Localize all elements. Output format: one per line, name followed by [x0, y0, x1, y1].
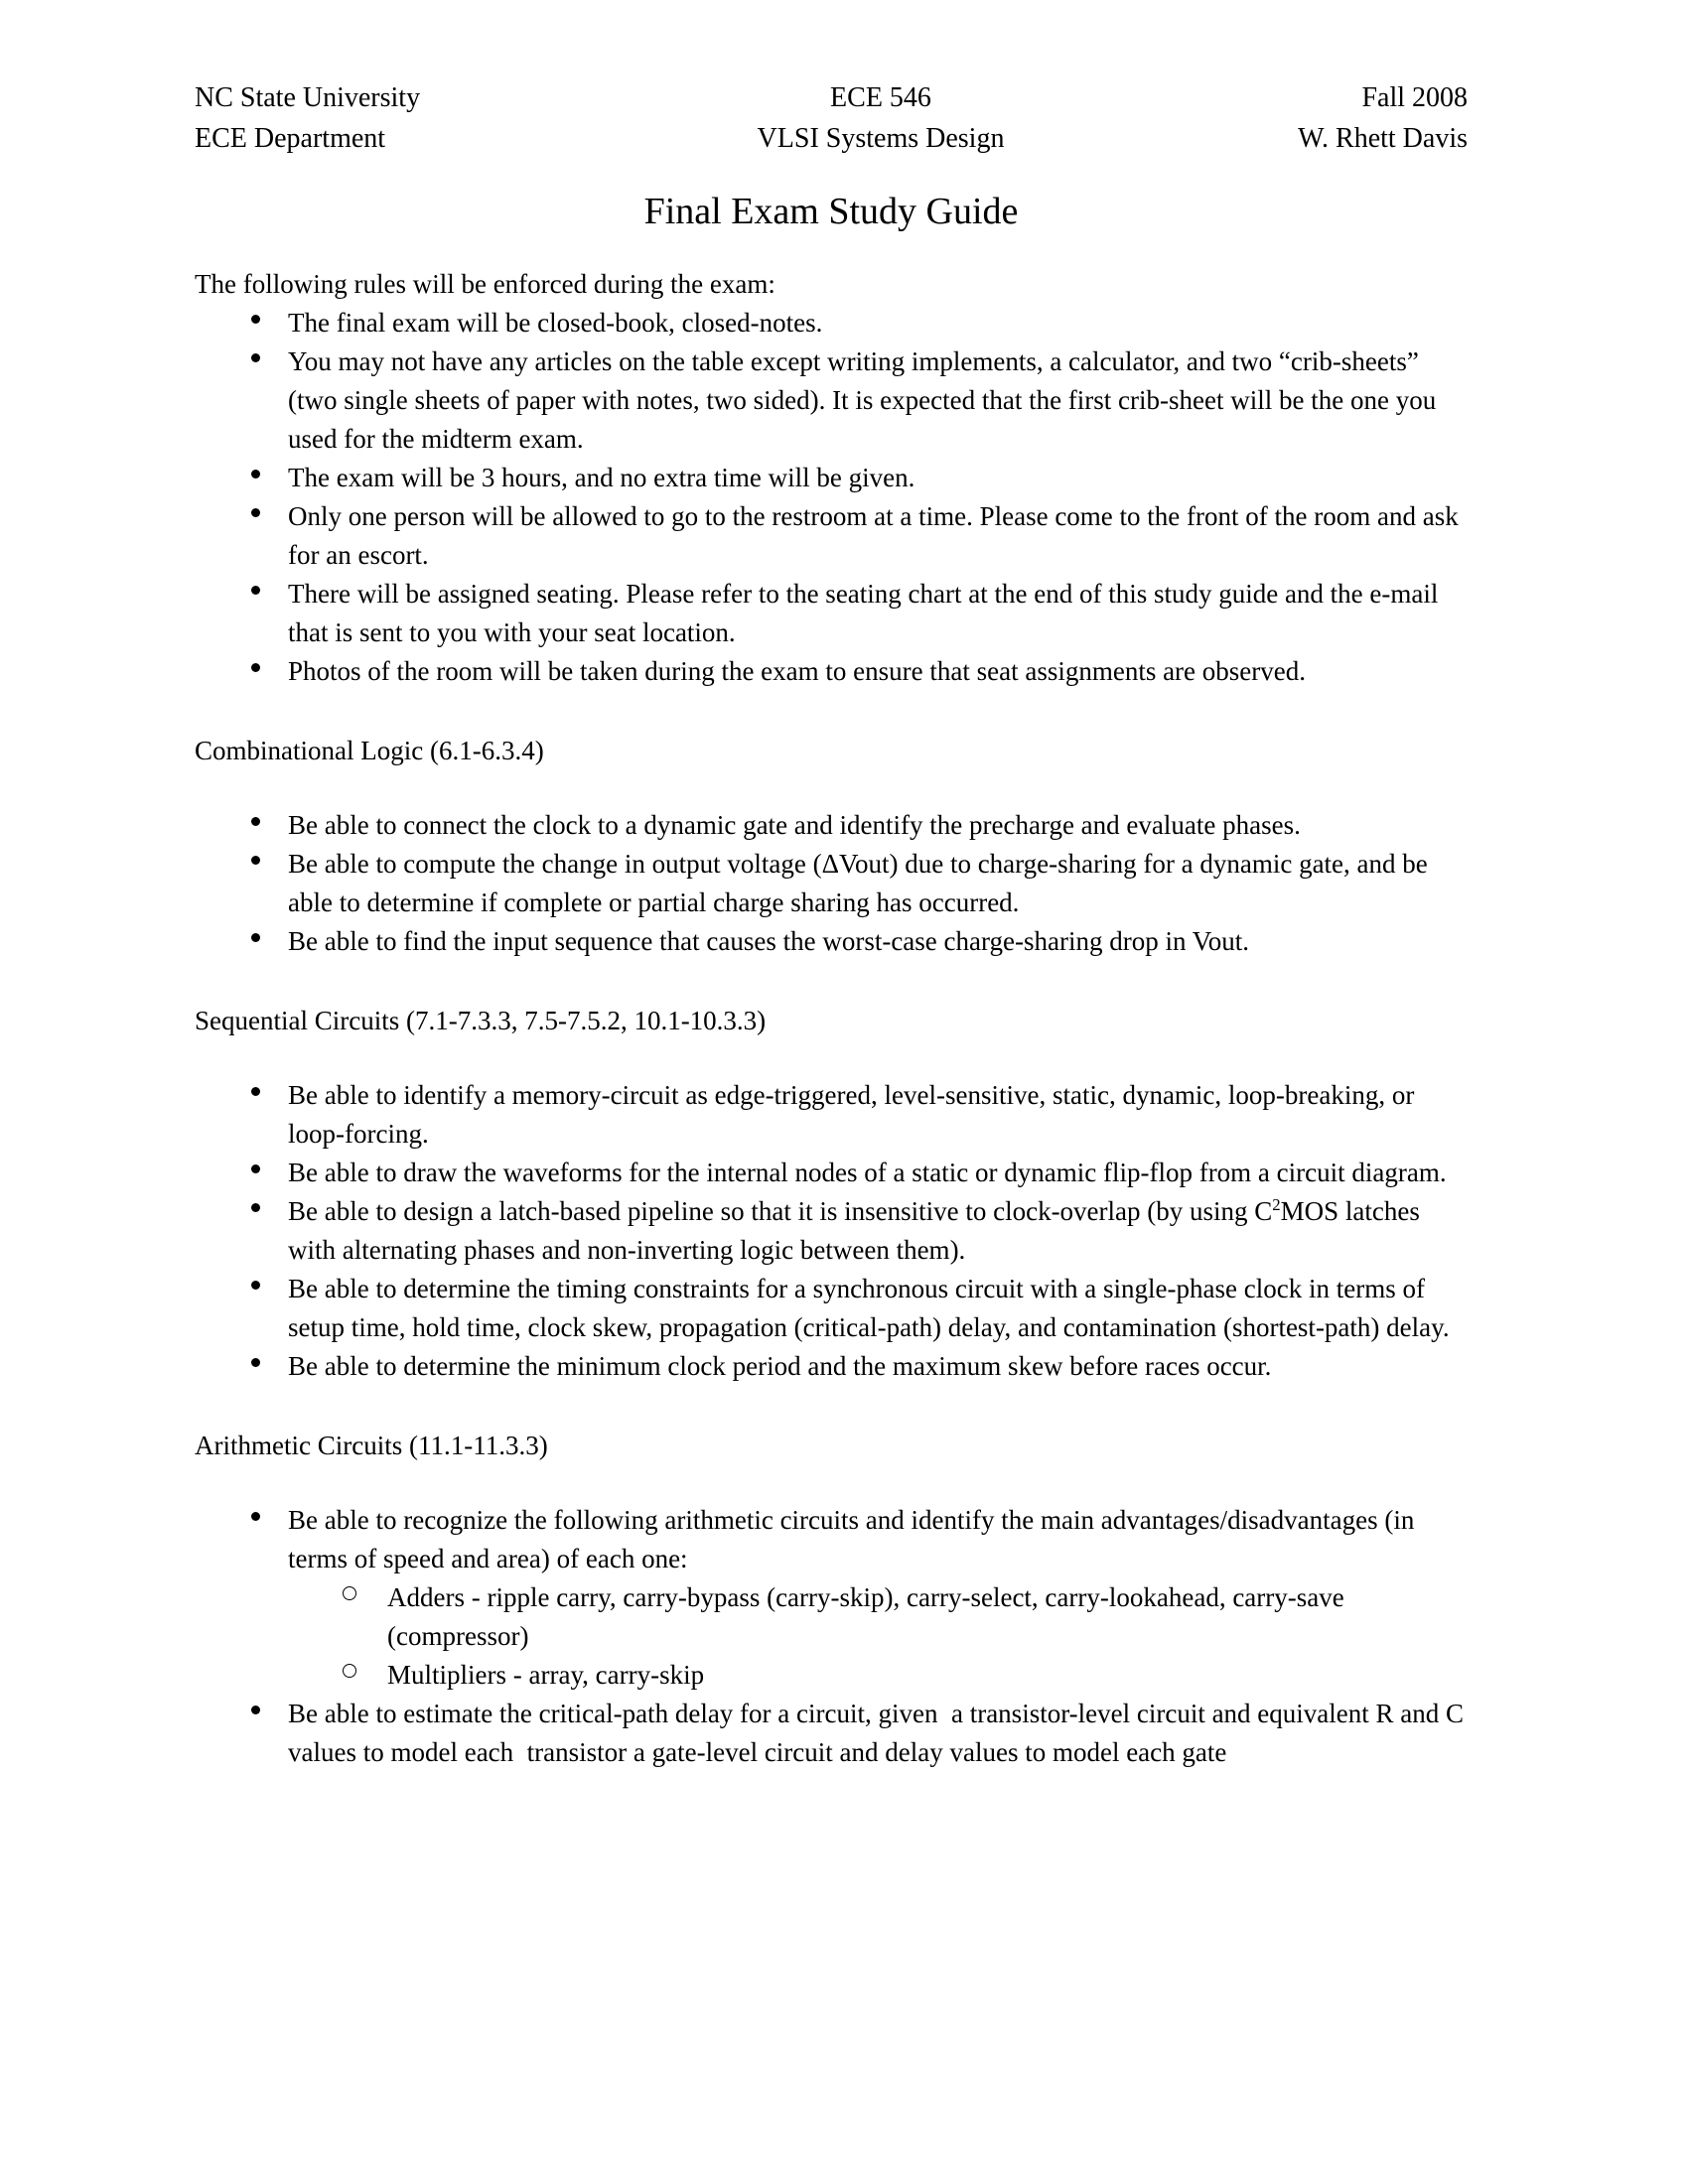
list-item: [195, 1076, 1468, 1154]
list-item: [195, 497, 1468, 575]
bullet-disc-icon: [251, 1695, 260, 1733]
list-item-text: Be able to connect the clock to a dynamic gate and identify the precharge and evaluate phases.: [288, 810, 1301, 840]
list-item: [195, 922, 1468, 961]
sequential-circuits-list: [195, 1076, 1468, 1386]
bullet-disc-icon: [251, 1501, 260, 1540]
list-item-text: You may not have any articles on the table except writing implements, a calculator, and two “crib-sheets” (two single sheets of paper with notes, two sided). It is expected that the first crib-sheet will be the one you used for the midterm exam.: [288, 346, 1437, 454]
list-item: [195, 459, 1468, 497]
exam-rules-list: [195, 304, 1468, 691]
header-term: Fall 2008: [1361, 82, 1468, 113]
sub-list-item: [195, 1656, 1468, 1695]
bullet-disc-icon: [251, 342, 260, 381]
list-item-c2mos: [195, 1192, 1468, 1270]
bullet-disc-icon: [251, 1192, 260, 1231]
document-content: [195, 77, 1471, 1772]
list-item-text: There will be assigned seating. Please refer to the seating chart at the end of this study guide and the e-mail that is sent to you with your seat location.: [288, 579, 1439, 647]
list-item: [195, 575, 1468, 652]
list-item-text: Be able to determine the timing constraints for a synchronous circuit with a single-phase clock in terms of setup time, hold time, clock skew, propagation (critical-path) delay, and contamination (shortest-path) delay.: [288, 1274, 1450, 1342]
combinational-logic-list: [195, 806, 1468, 961]
list-item: [195, 652, 1468, 691]
list-item-text: Be able to identify a memory-circuit as edge-triggered, level-sensitive, static, dynamic, loop-breaking, or loop-forcing.: [288, 1080, 1415, 1149]
header-university: NC State University: [195, 82, 421, 113]
bullet-disc-icon: [251, 304, 260, 342]
section-heading-combinational-logic: Combinational Logic (6.1-6.3.4): [195, 736, 544, 765]
list-item: [195, 845, 1468, 922]
list-item: [195, 1270, 1468, 1347]
header-department: ECE Department: [195, 123, 386, 154]
bullet-disc-icon: [251, 652, 260, 691]
list-item: [195, 1695, 1471, 1772]
bullet-disc-icon: [251, 806, 260, 845]
section-heading-sequential-circuits: Sequential Circuits (7.1-7.3.3, 7.5-7.5.2, 10.1-10.3.3): [195, 1006, 767, 1035]
header-instructor: W. Rhett Davis: [1298, 123, 1468, 154]
bullet-circle-icon: [343, 1656, 356, 1695]
document-header-row-1: [195, 77, 1468, 118]
list-item-text: The final exam will be closed-book, closed-notes.: [288, 308, 823, 338]
list-item: [195, 1501, 1468, 1578]
bullet-disc-icon: [251, 1154, 260, 1192]
sub-list-item-text: Adders - ripple carry, carry-bypass (carry-skip), carry-select, carry-lookahead, carry-save (compressor): [387, 1582, 1344, 1651]
section-heading-arithmetic-circuits: Arithmetic Circuits (11.1-11.3.3): [195, 1431, 548, 1460]
intro-text: The following rules will be enforced during the exam:: [195, 269, 775, 299]
header-course-number: ECE 546: [830, 82, 931, 113]
list-item: [195, 304, 1468, 342]
bullet-disc-icon: [251, 845, 260, 884]
header-course-title: VLSI Systems Design: [757, 123, 1005, 154]
list-item-text: Be able to estimate the critical-path delay for a circuit, given a transistor-level circuit and equivalent R and C values to model each transistor a gate-level circuit and delay values to model each gate: [288, 1699, 1471, 1767]
document-header-row-2: [195, 118, 1468, 159]
list-item-text: Photos of the room will be taken during the exam to ensure that seat assignments are observed.: [288, 656, 1306, 686]
list-item: [195, 1154, 1468, 1192]
list-item-text: Be able to determine the minimum clock period and the maximum skew before races occur.: [288, 1351, 1272, 1381]
list-item-text: Only one person will be allowed to go to the restroom at a time. Please come to the front of the room and ask for an escort.: [288, 501, 1459, 570]
list-item-text: Be able to draw the waveforms for the internal nodes of a static or dynamic flip-flop from a circuit diagram.: [288, 1158, 1447, 1187]
list-item: [195, 1347, 1468, 1386]
list-item: [195, 806, 1468, 845]
bullet-circle-icon: [343, 1578, 356, 1617]
list-item-text: The exam will be 3 hours, and no extra time will be given.: [288, 463, 915, 492]
list-item: [195, 342, 1468, 459]
bullet-disc-icon: [251, 922, 260, 961]
bullet-disc-icon: [251, 1270, 260, 1308]
sub-list-item: [195, 1578, 1468, 1656]
bullet-disc-icon: [251, 459, 260, 497]
list-item-text: Be able to find the input sequence that causes the worst-case charge-sharing drop in Vout.: [288, 926, 1249, 956]
bullet-disc-icon: [251, 1076, 260, 1115]
sub-list-item-text: Multipliers - array, carry-skip: [387, 1660, 705, 1690]
list-item-text-after: MOS latches with alternating phases and non-inverting logic between them).: [288, 1196, 1420, 1265]
page-title: Final Exam Study Guide: [643, 191, 1019, 232]
list-item-text: Be able to compute the change in output voltage (ΔVout) due to charge-sharing for a dynamic gate, and be able to determine if complete or partial charge sharing has occurred.: [288, 849, 1428, 917]
bullet-disc-icon: [251, 1347, 260, 1386]
bullet-disc-icon: [251, 497, 260, 536]
bullet-disc-icon: [251, 575, 260, 614]
arithmetic-circuits-list: [195, 1501, 1471, 1772]
superscript-two: 2: [1272, 1195, 1281, 1214]
list-item-text-before: Be able to design a latch-based pipeline so that it is insensitive to clock-overlap (by using C: [288, 1196, 1273, 1226]
list-item-text: Be able to recognize the following arithmetic circuits and identify the main advantages/disadvantages (in terms of speed and area) of each one:: [288, 1505, 1415, 1573]
